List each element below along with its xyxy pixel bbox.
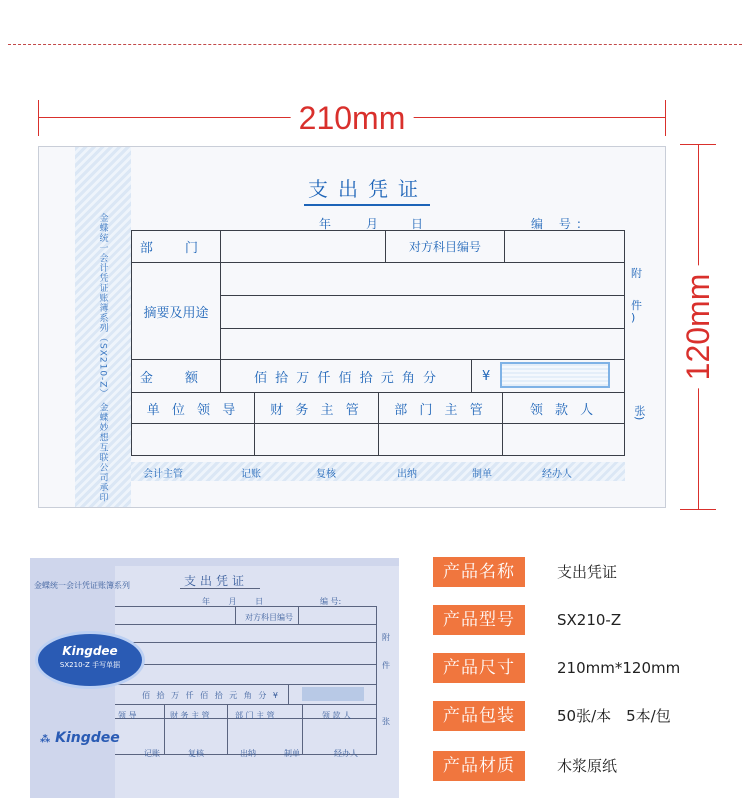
photo-grid-col-d — [164, 704, 165, 754]
spec-value-packaging: 50张/本 5本/包 — [557, 707, 671, 725]
photo-title: 支出凭证 — [184, 574, 249, 588]
footer-review: 复核 — [316, 469, 336, 480]
dept-label: 部 门 — [131, 230, 221, 263]
top-dashed-divider — [8, 44, 742, 45]
voucher-grid — [131, 230, 625, 485]
width-dimension — [38, 98, 666, 138]
width-dimension-right-tick — [665, 100, 666, 136]
photo-grid-col-f — [302, 704, 303, 754]
photo-grid-row1 — [115, 624, 377, 625]
signer-field-payee[interactable] — [502, 423, 625, 456]
photo-date: 年 月 日 — [202, 597, 272, 606]
photo-zhang: 张 — [382, 717, 390, 726]
kingdee-brand — [40, 730, 120, 746]
spec-key-material: 产品材质 — [433, 751, 525, 781]
photo-counterparty: 对方科目编号 — [245, 613, 293, 622]
photo-grid-col-b — [298, 606, 299, 624]
signer-label-finance-head: 财 务 主 管 — [254, 392, 379, 424]
spec-value-model: SX210-Z — [557, 611, 622, 629]
photo-grid-top — [115, 606, 377, 607]
photo-footer-preparer: 制单 — [284, 749, 300, 758]
voucher-title: 支出凭证 — [304, 173, 430, 206]
date-day-label: 日 — [411, 217, 424, 231]
spec-value-material: 木浆原纸 — [557, 757, 618, 775]
amount-input[interactable] — [500, 362, 610, 388]
photo-series-text: 金蝶统一会计凭证账簿系列 — [34, 581, 130, 590]
side-label-piece: 件 — [631, 299, 642, 312]
amount-units: 佰 拾 万 仟 佰 拾 元 角 分 — [220, 359, 472, 393]
side-label-zhang: 张) — [633, 405, 646, 421]
photo-number: 编 号: — [320, 597, 342, 606]
photo-signer-payee: 领 款 人 — [322, 711, 352, 720]
photo-signer-finance: 财 务 主 管 — [170, 711, 210, 720]
footer-preparer: 制单 — [472, 469, 492, 480]
photo-grid-row3 — [115, 664, 377, 665]
summary-line-1[interactable] — [220, 262, 625, 296]
date-month-label: 月 — [366, 217, 379, 231]
height-dimension — [668, 144, 728, 510]
photo-grid-col-a — [235, 606, 236, 624]
photo-grid-right — [376, 606, 377, 754]
footer-bookkeeping: 记账 — [241, 469, 261, 480]
counterparty-field[interactable] — [504, 230, 625, 263]
photo-title-underline — [180, 588, 260, 589]
currency-symbol: ¥ — [482, 368, 491, 384]
photo-piece: 件 — [382, 661, 390, 670]
height-dimension-bottom-tick — [680, 509, 716, 510]
signer-label-unit-leader: 单 位 领 导 — [131, 392, 255, 424]
signer-label-dept-head: 部 门 主 管 — [378, 392, 503, 424]
voucher-stub — [75, 147, 131, 507]
photo-footer-cashier: 出纳 — [240, 749, 256, 758]
footer-handler: 经办人 — [542, 469, 572, 480]
signer-field-unit-leader[interactable] — [131, 423, 255, 456]
spec-key-size: 产品尺寸 — [433, 653, 525, 683]
photo-grid-row5 — [115, 704, 377, 705]
footer-cashier: 出纳 — [397, 469, 417, 480]
summary-line-3[interactable] — [220, 328, 625, 360]
counterparty-label: 对方科目编号 — [385, 230, 505, 263]
photo-grid-row2 — [115, 642, 377, 643]
spec-key-packaging: 产品包装 — [433, 701, 525, 731]
spec-value-name: 支出凭证 — [557, 563, 618, 581]
side-label-attach: 附 — [631, 267, 642, 280]
photo-footer-handler: 经办人 — [334, 749, 358, 758]
signer-field-dept-head[interactable] — [378, 423, 503, 456]
expense-voucher — [38, 146, 666, 508]
spec-value-size: 210mm*120mm — [557, 659, 681, 677]
footer-accounting-head: 会计主管 — [143, 469, 183, 480]
width-dimension-left-tick — [38, 100, 39, 136]
photo-amount-units: 佰 拾 万 仟 佰 拾 元 角 分 ¥ — [142, 691, 280, 700]
kingdee-logo-badge — [35, 631, 145, 689]
height-dimension-label: 120mm — [678, 266, 718, 389]
photo-grid-row4 — [115, 684, 377, 685]
amount-label: 金 额 — [131, 359, 221, 393]
logo-brand-text: Kingdee — [62, 644, 118, 658]
spec-key-model: 产品型号 — [433, 605, 525, 635]
dept-field[interactable] — [220, 230, 386, 263]
photo-signer-dept: 部 门 主 管 — [235, 711, 275, 720]
width-dimension-label: 210mm — [291, 98, 414, 138]
date-year-label: 年 — [319, 217, 332, 231]
logo-subtitle: SX210-Z 手写单据 — [59, 661, 121, 669]
summary-label: 摘要及用途 — [131, 262, 221, 360]
photo-footer-bookkeeping: 记账 — [144, 749, 160, 758]
photo-attach: 附 — [382, 633, 390, 642]
kingdee-dots-icon: ⁂ — [40, 734, 51, 745]
photo-grid-col-c — [288, 684, 289, 704]
product-photo — [30, 558, 399, 798]
signer-field-finance-head[interactable] — [254, 423, 379, 456]
kingdee-brand-text: Kingdee — [55, 730, 120, 746]
photo-footer-review: 复核 — [188, 749, 204, 758]
signer-label-payee: 领 款 人 — [502, 392, 625, 424]
photo-grid-col-e — [227, 704, 228, 754]
spec-key-name: 产品名称 — [433, 557, 525, 587]
photo-amount-box — [302, 687, 364, 701]
summary-line-2[interactable] — [220, 295, 625, 329]
voucher-number-label: 编 号: — [531, 217, 587, 231]
photo-signer-leader: 领 导 — [118, 711, 137, 720]
side-label-paren: ) — [631, 311, 636, 324]
stub-text: 金蝶统一会计凭证账簿系列（SX210-Z） 金蝶妙想互联公司承印 — [97, 213, 108, 503]
